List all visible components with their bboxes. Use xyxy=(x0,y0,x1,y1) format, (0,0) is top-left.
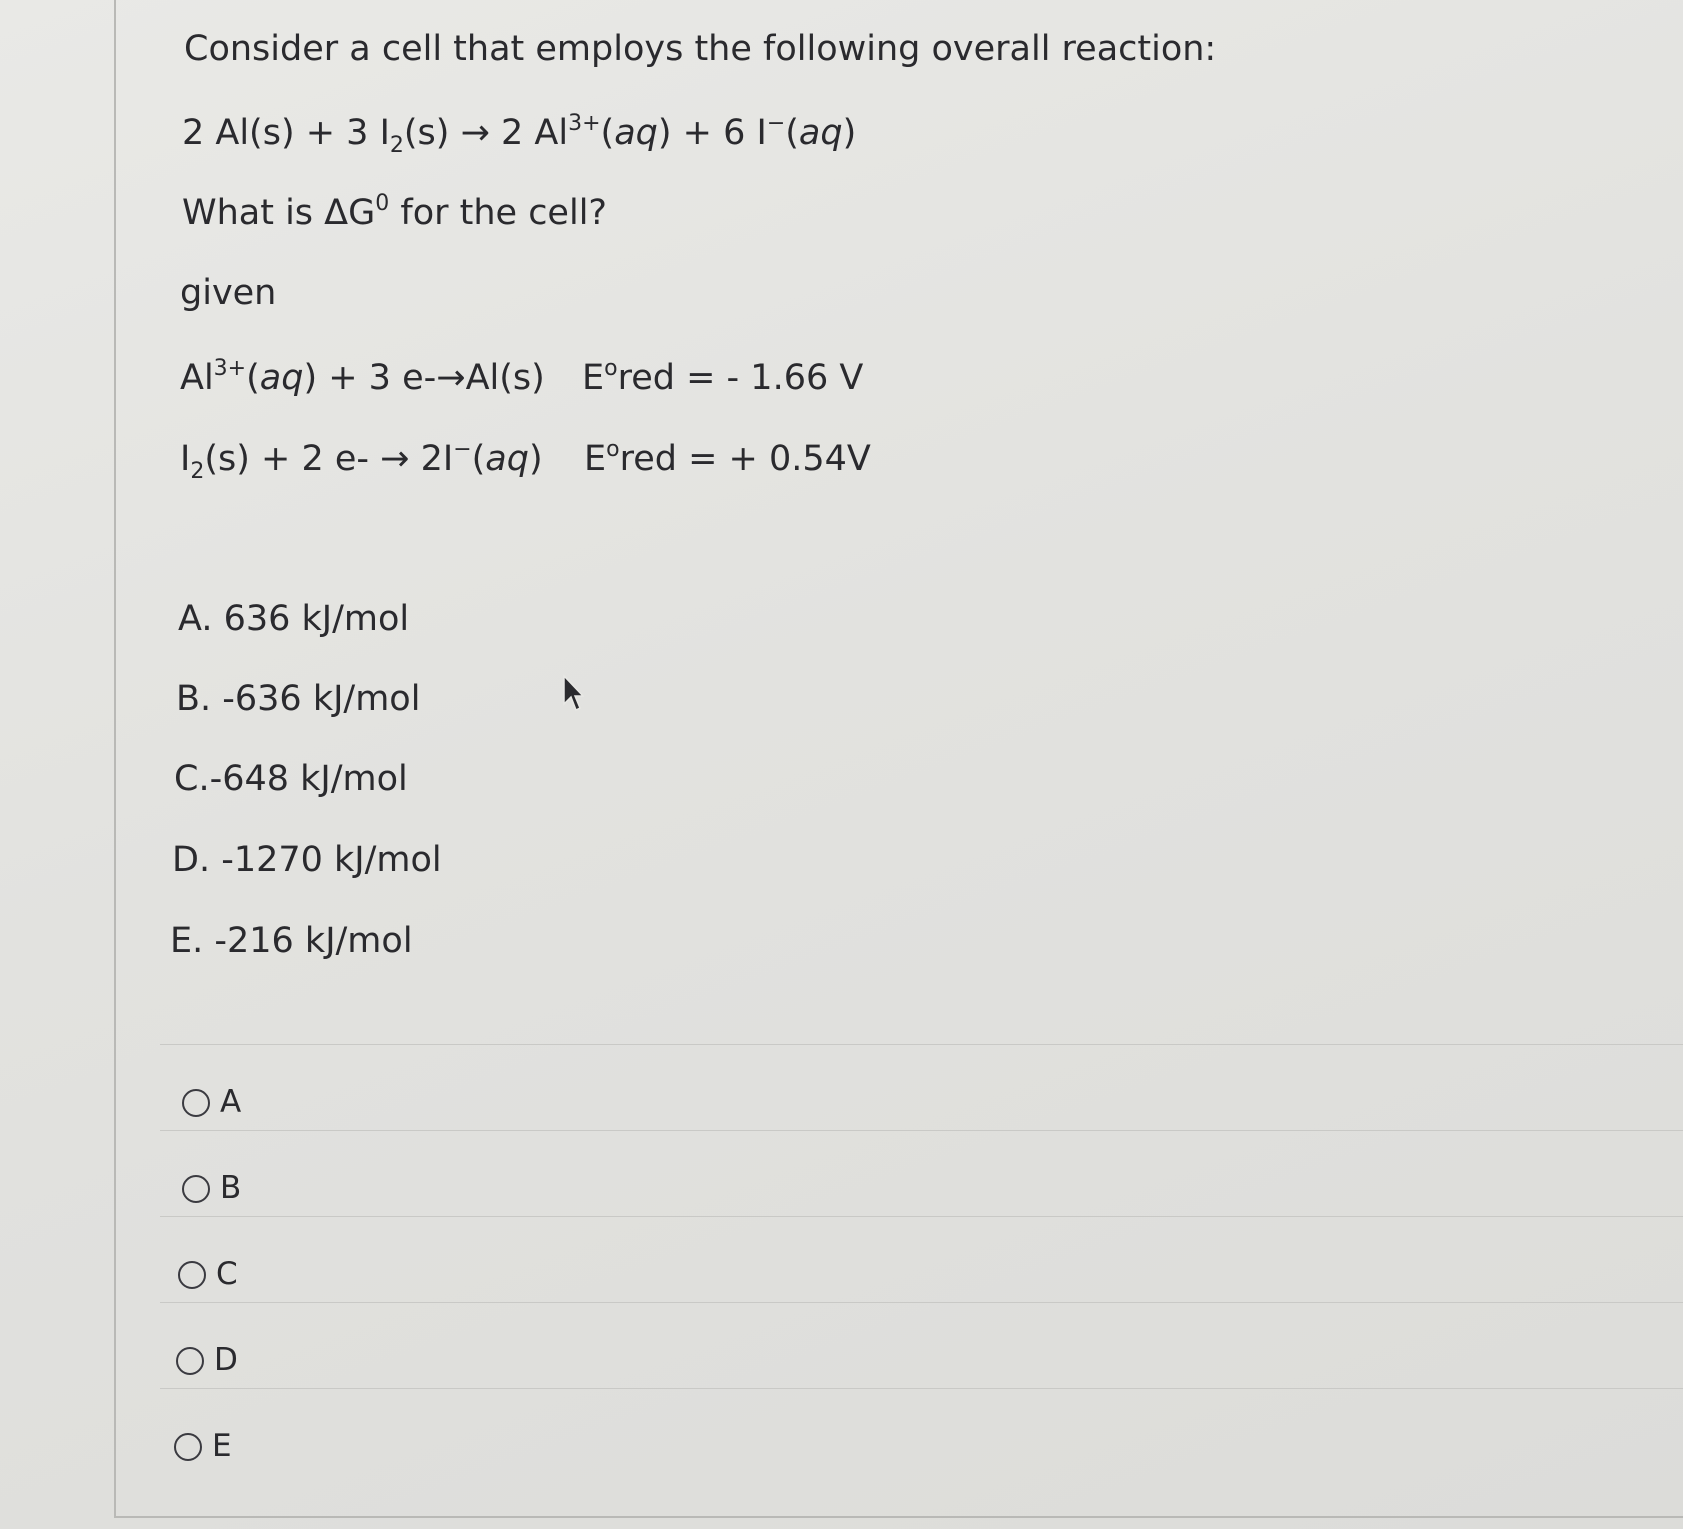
choice-b-text: B. -636 kJ/mol xyxy=(176,679,421,719)
overall-reaction: 2 Al(s) + 3 $I_2(s) \to 2$ $Al^{3+}(aq) + 6$ I−(aq) xyxy=(182,111,857,158)
half-reaction-arrow-icon: → xyxy=(436,358,466,398)
answer-option-label: C xyxy=(216,1256,238,1292)
choice-c-text: C.-648 kJ/mol xyxy=(174,759,408,799)
answer-option-label: D xyxy=(214,1342,238,1378)
radio-button-icon[interactable] xyxy=(176,1347,204,1375)
reaction-arrow-icon: → xyxy=(460,113,490,153)
divider xyxy=(160,1130,1683,1131)
half-reaction-iodine: $I_2(s) + 2$ e- → 2I−(aq) xyxy=(180,437,543,484)
radio-button-icon[interactable] xyxy=(174,1433,202,1461)
given-label: given xyxy=(180,273,277,313)
half-reaction-aluminum: $Al^{3+}(aq) + 3$ e-→Al(s) xyxy=(180,356,545,398)
radio-button-icon[interactable] xyxy=(182,1089,210,1117)
divider xyxy=(160,1302,1683,1303)
choice-d-text: D. -1270 kJ/mol xyxy=(172,840,442,880)
divider xyxy=(160,1388,1683,1389)
answer-option-b[interactable] xyxy=(160,1130,1683,1216)
radio-button-icon[interactable] xyxy=(182,1175,210,1203)
answer-option-d[interactable] xyxy=(160,1302,1683,1388)
answer-option-label: A xyxy=(220,1084,242,1120)
radio-button-icon[interactable] xyxy=(178,1261,206,1289)
divider xyxy=(160,1044,1683,1045)
answer-option-label: B xyxy=(220,1170,242,1206)
answer-option-label: E xyxy=(212,1428,232,1464)
answer-option-e[interactable] xyxy=(160,1388,1683,1474)
half-reaction-arrow-icon: → xyxy=(380,439,410,479)
choice-e-text: E. -216 kJ/mol xyxy=(170,921,413,961)
potential-iodine: $E^ored$ = + 0.54V xyxy=(584,437,871,479)
question-intro: Consider a cell that employs the following overall reaction: xyxy=(184,29,1217,69)
potential-aluminum: $E^ored$ = - 1.66 V xyxy=(582,356,864,398)
answer-option-a[interactable] xyxy=(160,1044,1683,1130)
answer-option-c[interactable] xyxy=(160,1216,1683,1302)
mouse-pointer-icon xyxy=(562,674,584,714)
choice-a-text: A. 636 kJ/mol xyxy=(178,599,410,639)
divider xyxy=(160,1216,1683,1217)
question-prompt: What is $\Delta G^0$ for the cell? xyxy=(182,191,607,233)
